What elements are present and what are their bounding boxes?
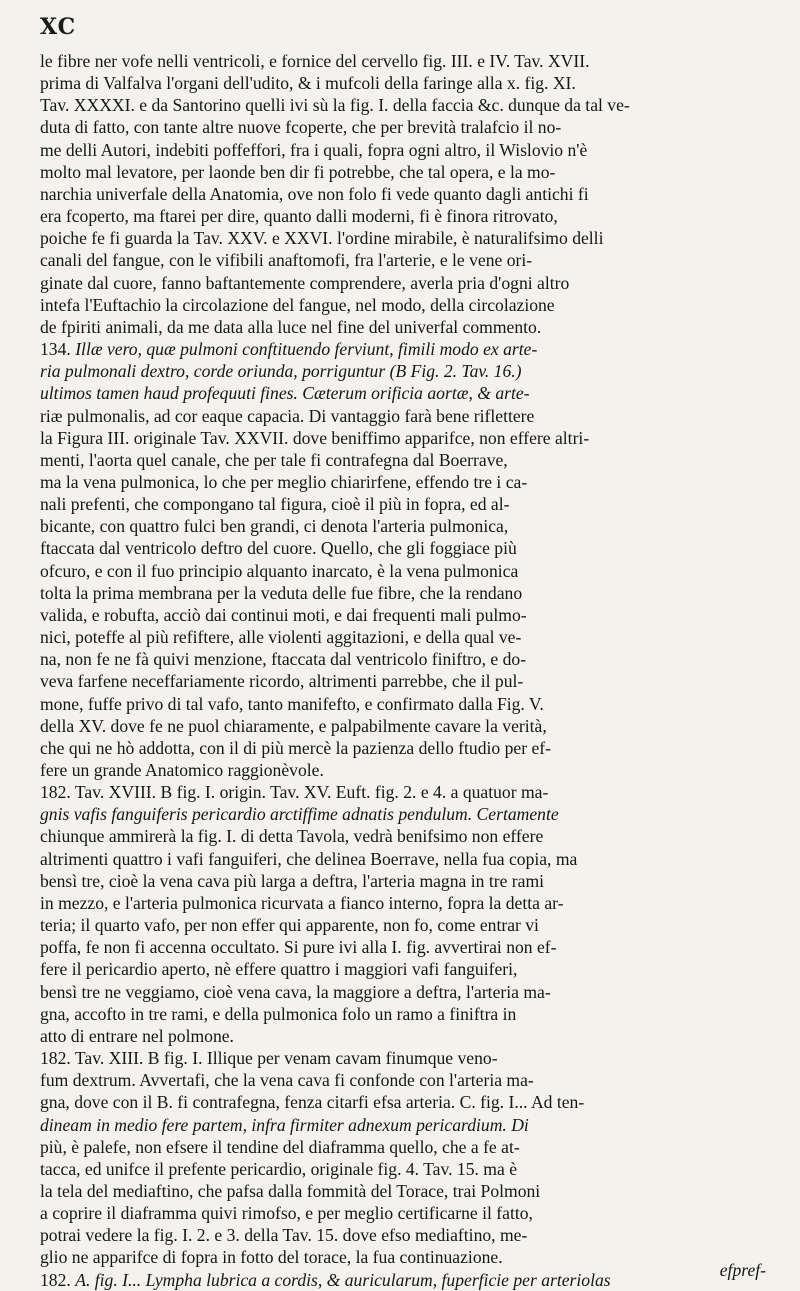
text-line: na, non fe ne fà quivi menzione, ftaccata dal ventricolo finiftro, e do-	[40, 649, 527, 670]
text-line: glio ne apparifce di fopra in fotto del torace, la fua continuazione.	[40, 1247, 503, 1268]
text-line: bensì tre, cioè la vena cava più larga a deftra, l'arteria magna in tre rami	[40, 870, 545, 891]
text-line: la tela del mediaftino, che pafsa dalla fommità del Torace, trai Polmoni	[40, 1180, 541, 1201]
text-line: mone, fuffe privo di tal vafo, tanto manifefto, e confirmato dalla Fig. V.	[40, 693, 544, 714]
text-line: la Figura III. originale Tav. XXVII. dove beniffimo apparifce, non effere altri-	[40, 427, 590, 448]
text-line: in mezzo, e l'arteria pulmonica ricurvata a fianco interno, fopra la detta ar-	[40, 892, 564, 913]
text-line: più, è palefe, non efsere il tendine del diaframma quello, che a fe at-	[40, 1136, 520, 1157]
text-line: intefa l'Euftachio la circolazione del fangue, nel modo, della circolazione	[40, 294, 555, 315]
text-line: riæ pulmonalis, ad cor eaque capacia. Di vantaggio farà bene riflettere	[40, 405, 535, 426]
text-line: della XV. dove fe ne puol chiaramente, e palpabilmente cavare la verità,	[40, 715, 547, 736]
text-line	[40, 1047, 778, 1069]
text-line: valida, e robufta, acciò dai continui moti, e dai frequenti mali pulmo-	[40, 604, 527, 625]
text-line: ofcuro, e con il fuo principio alquanto inarcato, è la vena pulmonica	[40, 560, 519, 581]
text-line: fum dextrum. Avvertafi, che la vena cava fi confonde con l'arteria ma-	[40, 1070, 534, 1091]
text-line	[40, 338, 778, 360]
text-line: de fpiriti animali, da me data alla luce nel fine del univerfal commento.	[40, 316, 542, 337]
section-182-c	[40, 1269, 778, 1291]
text-line: narchia univerfale della Anatomia, ove non folo fi vede quanto dagli antichi fi	[40, 183, 589, 204]
paragraph-intro	[40, 50, 778, 338]
section-line-first: Tav. XIII. B fig. I. Illique per venam cavam finumque veno-	[74, 1048, 498, 1069]
text-line: altrimenti quattro i vafi fanguiferi, che delinea Boerrave, nella fua copia, ma	[40, 848, 578, 869]
text-line: ultimos tamen haud profequuti fines. Cæterum orificia aortæ, & arte-	[40, 383, 530, 404]
text-line: ginate dal cuore, fanno baftantemente comprendere, averla pria d'ogni altro	[40, 272, 570, 293]
text-line: teria; il quarto vafo, per non effer qui apparente, non fo, come entrar vi	[40, 915, 539, 936]
text-line: poiche fe fi guarda la Tav. XXV. e XXVI. l'ordine mirabile, è naturalifsimo delli	[40, 228, 604, 249]
text-line: bensì tre ne veggiamo, cioè vena cava, la maggiore a deftra, l'arteria ma-	[40, 981, 551, 1002]
text-line: atto di entrare nel polmone.	[40, 1025, 234, 1046]
text-line: veva farfene neceffariamente ricordo, altrimenti parrebbe, che il pul-	[40, 671, 524, 692]
catchword: efpref-	[719, 1260, 766, 1280]
section-182-b	[40, 1047, 778, 1269]
section-182-a	[40, 781, 778, 1047]
section-number: 182.	[40, 1048, 71, 1069]
text-line	[40, 1269, 778, 1291]
text-line: duta di fatto, con tante altre nuove fcoperte, che per brevità tralafcio il no-	[40, 117, 562, 138]
text-line: nici, poteffe al più refiftere, alle violenti aggitazioni, e della qual ve-	[40, 627, 522, 648]
text-line	[40, 781, 778, 803]
text-line: tolta la prima membrana per la veduta delle fue fibre, che la rendano	[40, 582, 523, 603]
text-line: prima di Valfalva l'organi dell'udito, & i mufcoli della faringe alla x. fig. XI.	[40, 73, 576, 94]
section-number: 182.	[40, 1269, 71, 1290]
text-line: poffa, fe non fi accenna occultato. Si pure ivi alla I. fig. avvertirai non ef-	[40, 937, 557, 958]
text-line: molto mal levatore, per laonde ben dir fi potrebbe, che tal opera, e la mo-	[40, 161, 556, 182]
text-line: ma la vena pulmonica, lo che per meglio chiarirfene, effendo tre i ca-	[40, 471, 528, 492]
text-line: bicante, con quattro fulci ben grandi, ci denota l'arteria pulmonica,	[40, 516, 509, 537]
text-line: menti, l'aorta quel canale, che per tale fi contrafegna dal Boerrave,	[40, 449, 508, 470]
text-line: Tav. XXXXI. e da Santorino quelli ivi sù la fig. I. della faccia &c. dunque da tal ve-	[40, 95, 630, 116]
text-line: tacca, ed unifce il prefente pericardio, originale fig. 4. Tav. 15. ma è	[40, 1158, 518, 1179]
section-line-first: Illæ vero, quæ pulmoni conftituendo ferviunt, fimili modo ex arte-	[75, 339, 538, 360]
text-line: ftaccata dal ventricolo deftro del cuore. Quello, che gli foggiace più	[40, 538, 517, 559]
text-line: gna, dove con il B. fi contrafegna, fenza citarfi efsa arteria. C. fig. I... Ad ten-	[40, 1092, 585, 1113]
text-line: nali prefenti, che compongano tal figura, cioè il più in fopra, ed al-	[40, 494, 510, 515]
text-line: canali del fangue, con le vifibili anaftomofi, fra l'arterie, e le vene ori-	[40, 250, 533, 271]
text-line: me delli Autori, indebiti poffeffori, fra i quali, fopra ogni altro, il Wislovio n'è	[40, 139, 588, 160]
text-line: le fibre ner vofe nelli ventricoli, e fornice del cervello fig. III. e IV. Tav. XVII.	[40, 51, 590, 71]
section-134	[40, 338, 778, 781]
text-line: che qui ne hò addotta, con il di più mercè la pazienza dello ftudio per ef-	[40, 737, 551, 758]
section-number: 134.	[40, 339, 71, 360]
text-line: gna, accofto in tre rami, e della pulmonica folo un ramo a finiftra in	[40, 1003, 517, 1024]
text-line: gnis vafis fanguiferis pericardio arctiffime adnatis pendulum. Certamente	[40, 804, 559, 825]
text-line: dineam in medio fere partem, infra firmiter adnexum pericardium. Di	[40, 1114, 529, 1135]
section-line-first: Tav. XVIII. B fig. I. origin. Tav. XV. Euft. fig. 2. e 4. a quatuor ma-	[74, 782, 549, 803]
body-text	[40, 50, 778, 1291]
text-line: a coprire il diaframma quivi rimofso, e per meglio certificarne il fatto,	[40, 1203, 533, 1224]
page-number-header: XC	[40, 14, 77, 40]
text-line: chiunque ammirerà la fig. I. di detta Tavola, vedrà benifsimo non effere	[40, 826, 544, 847]
text-line: potrai vedere la fig. I. 2. e 3. della Tav. 15. dove efso mediaftino, me-	[40, 1225, 528, 1246]
text-line: fere un grande Anatomico raggionèvole.	[40, 760, 324, 780]
text-line: fere il pericardio aperto, nè effere quattro i maggiori vafi fanguiferi,	[40, 959, 518, 980]
section-number: 182.	[40, 782, 71, 803]
text-line: era fcoperto, ma ftarei per dire, quanto dalli moderni, fi è finora ritrovato,	[40, 206, 558, 227]
section-line-first: A. fig. I... Lympha lubrica a cordis, & auricularum, fuperficie per arteriolas	[75, 1269, 611, 1290]
text-line: ria pulmonali dextro, corde oriunda, porriguntur (B Fig. 2. Tav. 16.)	[40, 361, 522, 382]
